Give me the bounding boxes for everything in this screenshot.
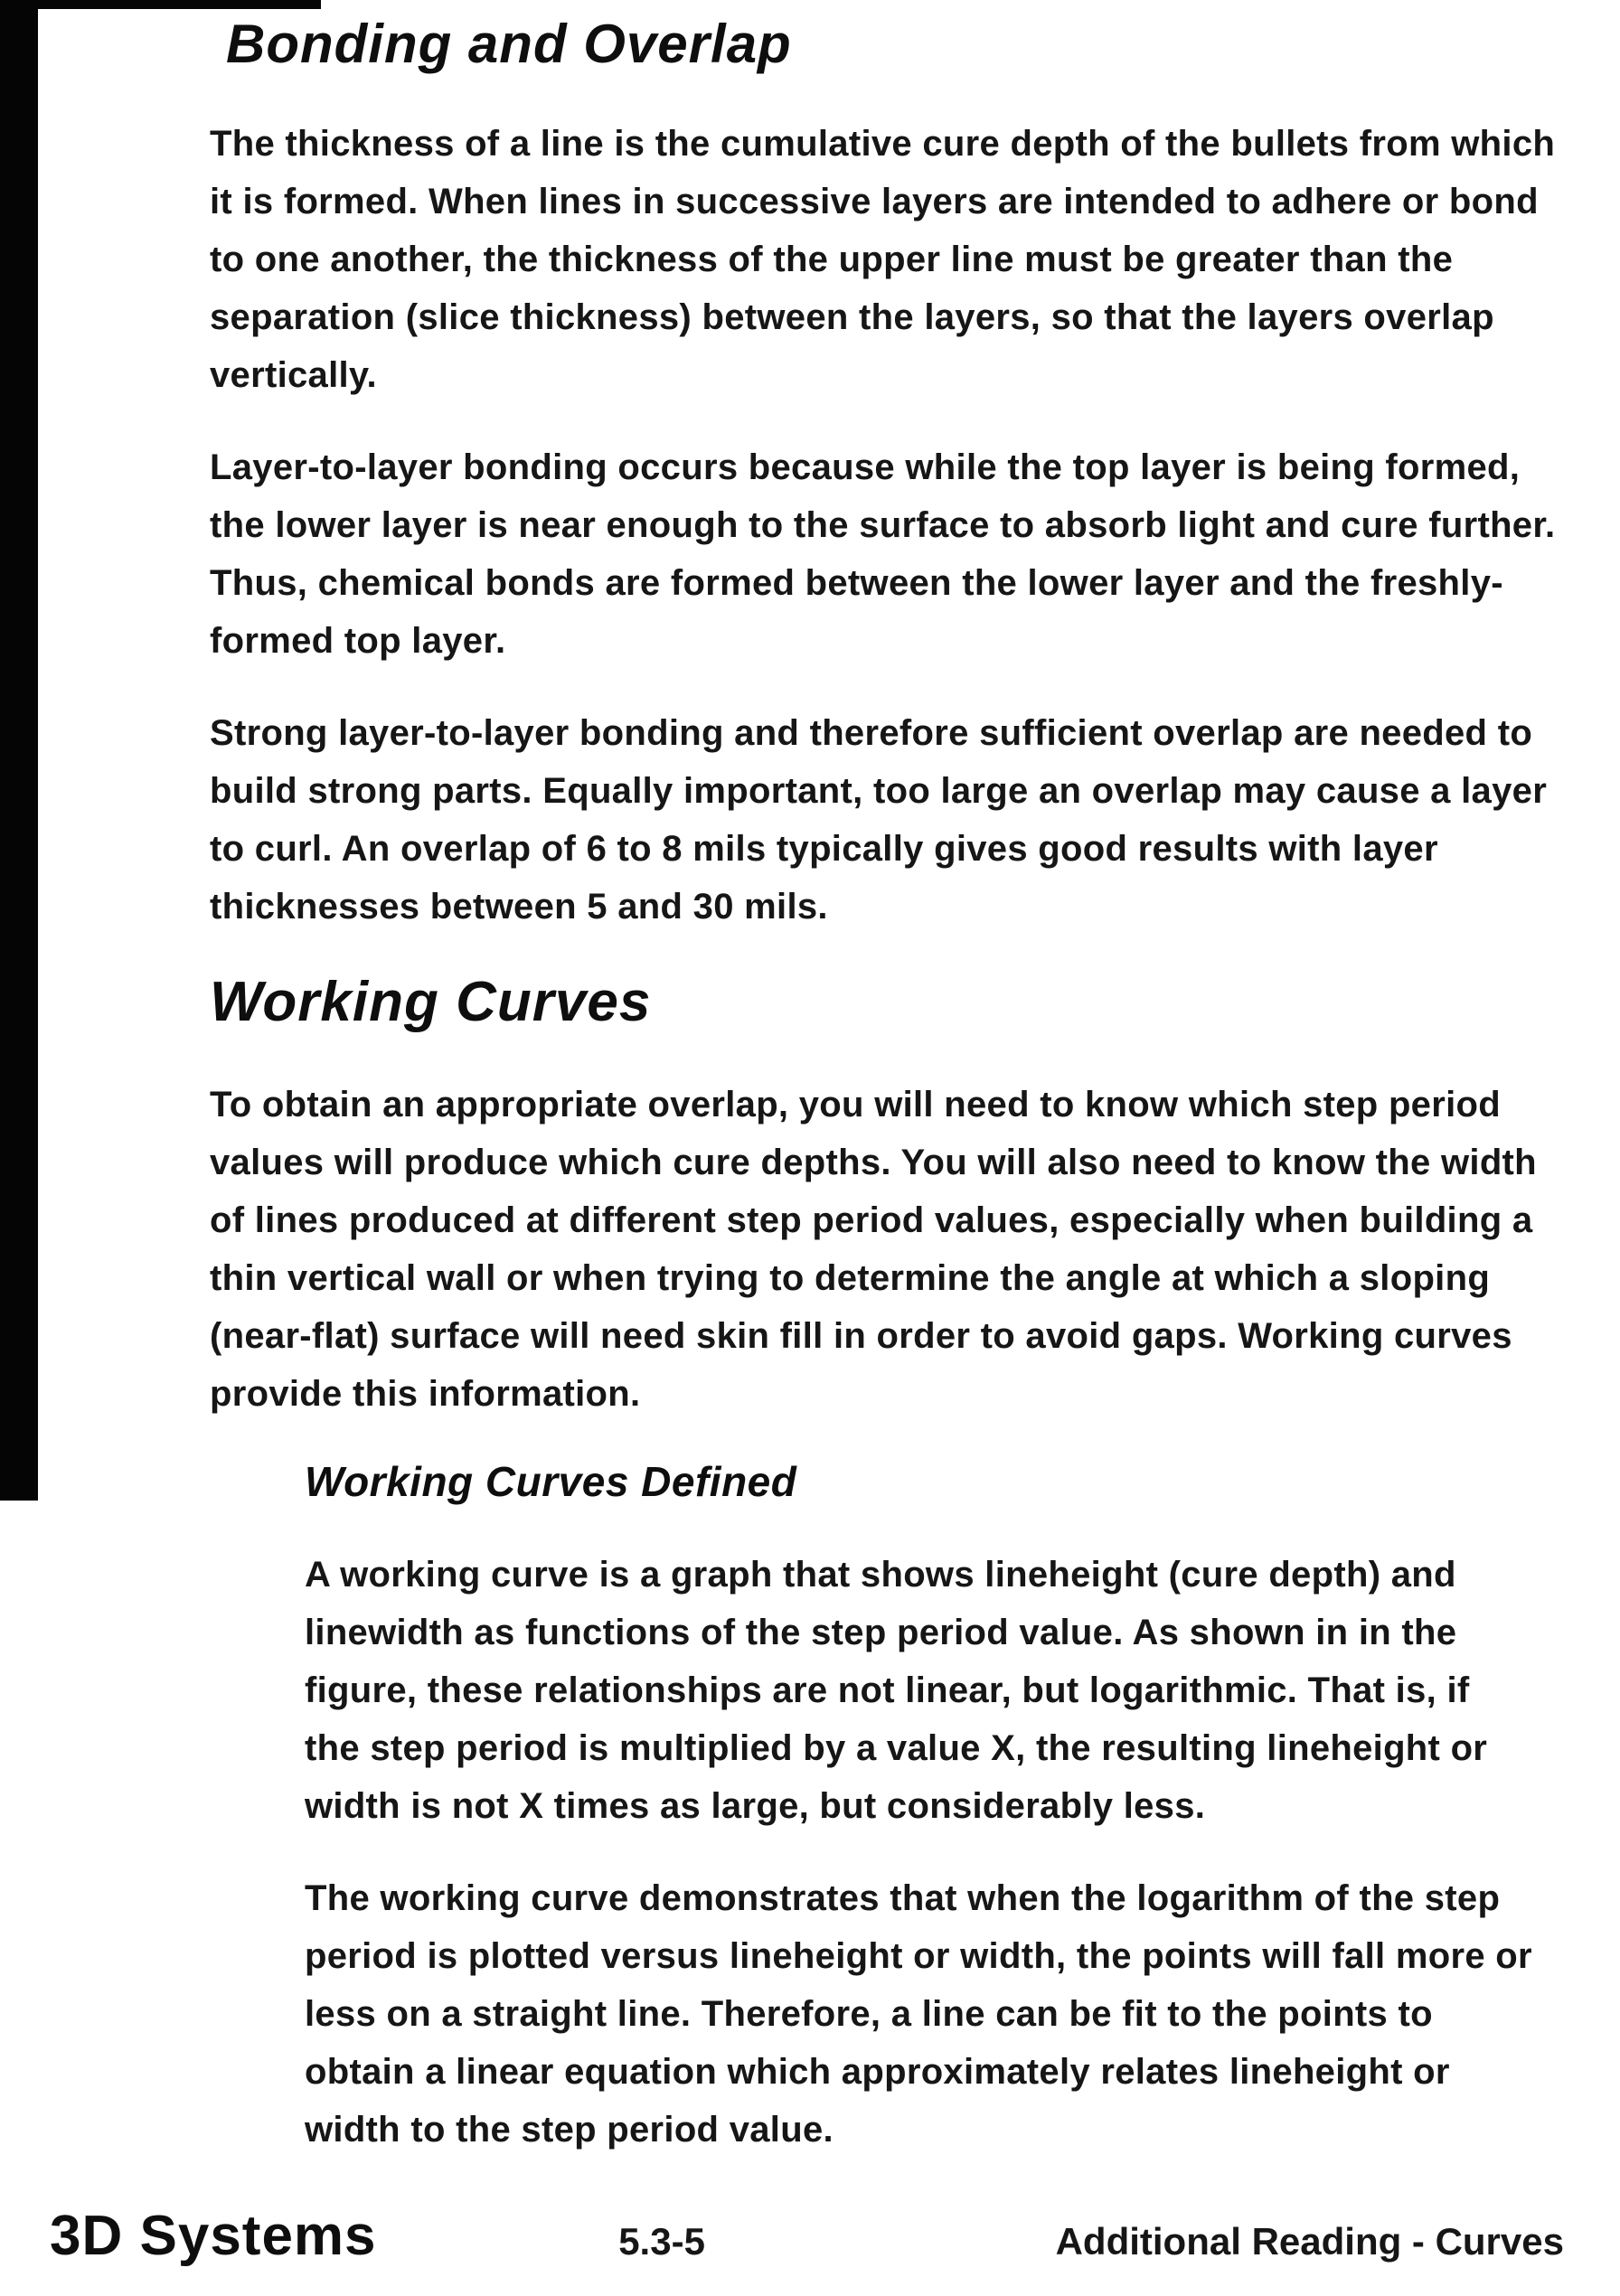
- scan-artifact-top-line: [0, 0, 321, 9]
- footer-page-number: 5.3-5: [618, 2220, 705, 2263]
- paragraph-working-curve-graph: A working curve is a graph that shows lineheight (cure depth) and linewidth as functions of the step period value. As shown in in the figure, these relationships are not linear, but logarithmic. That is, if the step period is multiplied by a value X, the resulting lineheight or width is not X times as large, but considerably less.: [305, 1555, 1488, 1826]
- footer-brand-3d-systems: 3D Systems: [50, 2205, 377, 2267]
- heading-working-curves: Working Curves: [210, 971, 652, 1033]
- heading-bonding-and-overlap: Bonding and Overlap: [226, 14, 792, 74]
- page-footer: [0, 2204, 1620, 2280]
- subsection-working-curves-defined: [305, 1457, 1566, 2159]
- paragraph-line-thickness: The thickness of a line is the cumulative cure depth of the bullets from which it is formed. When lines in successive layers are intended to adhere or bond to one another, the thickness of the upper line must be greater than the separation (slice thickness) between the layers, so that the layers overlap vertically.: [210, 124, 1556, 395]
- paragraph-layer-bonding: Layer-to-layer bonding occurs because while the top layer is being formed, the lower layer is near enough to the surface to absorb light and cure further. Thus, chemical bonds are formed between the lower layer and the freshly-formed top layer.: [210, 447, 1556, 661]
- footer-section-title: Additional Reading - Curves: [1055, 2220, 1564, 2263]
- paragraph-overlap-step-period: To obtain an appropriate overlap, you will need to know which step period values will produce which cure depths. You will also need to know the width of lines produced at different step period values, especially when building a thin vertical wall or when trying to determine the angle at which a sloping (near-flat) surface will need skin fill in order to avoid gaps. Working curves provide this information.: [210, 1085, 1537, 1414]
- paragraph-strong-bonding: Strong layer-to-layer bonding and therefore sufficient overlap are needed to build strong parts. Equally important, too large an overlap may cause a layer to curl. An overlap of 6 to 8 mils typically gives good results with layer thicknesses between 5 and 30 mils.: [210, 713, 1548, 927]
- heading-working-curves-defined: Working Curves Defined: [305, 1458, 797, 1505]
- page-content: [210, 13, 1566, 2193]
- scan-artifact-left-bar: [0, 0, 38, 1501]
- paragraph-working-curve-logarithm: The working curve demonstrates that when the logarithm of the step period is plotted versus lineheight or width, the points will fall more or less on a straight line. Therefore, a line can be fit to the points to obtain a linear equation which approximately relates lineheight or width to the step period value.: [305, 1878, 1532, 2150]
